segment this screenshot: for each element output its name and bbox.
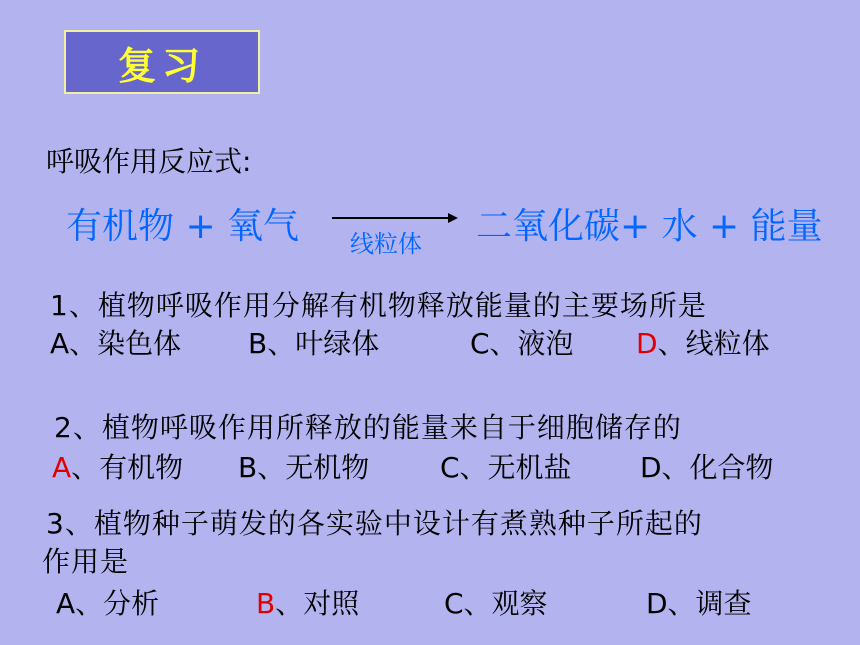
- q2-option-d: D、化合物: [640, 451, 774, 484]
- q3-option-a: A、分析: [56, 587, 160, 620]
- question-3-line-2: 作用是: [42, 545, 130, 578]
- q1-option-b: B、叶绿体: [248, 327, 380, 360]
- q2-answer-letter: A: [52, 451, 72, 484]
- q2-option-b: B、无机物: [238, 451, 370, 484]
- question-1: 1、植物呼吸作用分解有机物释放能量的主要场所是: [50, 289, 707, 322]
- formula-products: 二氧化碳+ 水 + 能量: [476, 206, 823, 247]
- q3-option-b: [256, 582, 359, 622]
- q1-option-a: A、染色体: [50, 327, 182, 360]
- q1-option-c: C、液泡: [470, 327, 574, 360]
- question-3-line-1: 3、植物种子萌发的各实验中设计有煮熟种子所起的: [46, 507, 703, 540]
- q1-answer-letter: D: [636, 327, 658, 360]
- q1-option-d: [636, 322, 770, 362]
- formula-reactants: 有机物 + 氧气: [66, 206, 300, 247]
- q3-answer-text: 、对照: [275, 587, 360, 620]
- q3-answer-letter: B: [256, 587, 276, 620]
- q2-option-c: C、无机盐: [440, 451, 572, 484]
- q2-option-a: [52, 446, 183, 486]
- q3-option-c: C、观察: [444, 587, 548, 620]
- q1-answer-text: 、线粒体: [657, 327, 770, 360]
- formula-condition: 线粒体: [350, 230, 422, 258]
- q2-answer-text: 、有机物: [71, 451, 184, 484]
- question-2: 2、植物呼吸作用所释放的能量来自于细胞储存的: [54, 411, 682, 444]
- q3-option-d: D、调查: [646, 587, 752, 620]
- section-label: 呼吸作用反应式:: [46, 145, 252, 178]
- slide-title: 复习: [117, 43, 206, 88]
- title-box: [64, 30, 260, 94]
